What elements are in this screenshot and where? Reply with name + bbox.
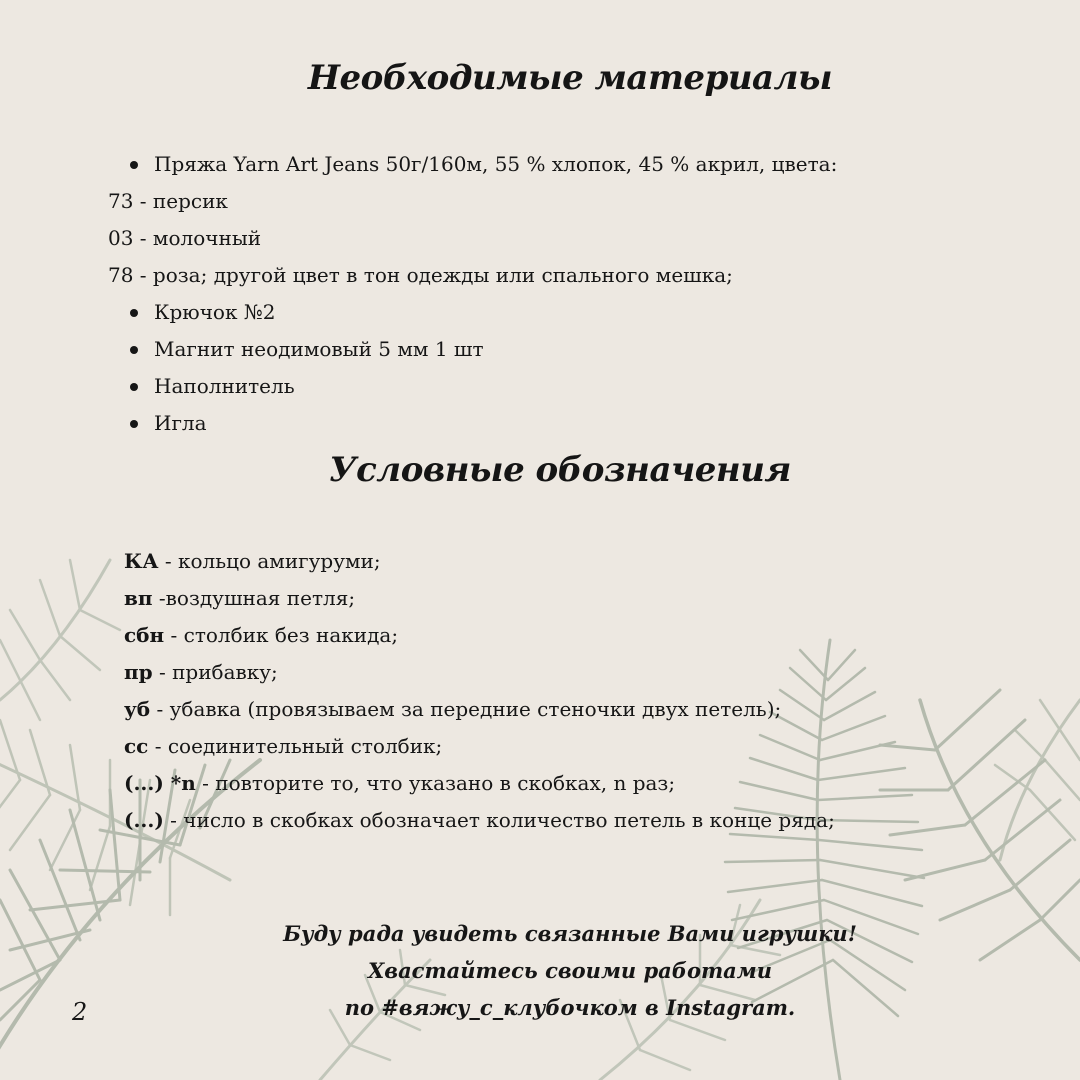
materials-title: Необходимые материалы (307, 58, 833, 98)
legend-title: Условные обозначения (329, 450, 791, 490)
legend-desc: -воздушная петля; (152, 586, 356, 610)
list-item: Крючок №2 (108, 294, 1008, 331)
legend-item (124, 654, 1024, 691)
legend-term: сс (124, 734, 149, 758)
list-item: Пряжа Yarn Art Jeans 50г/160м, 55 % хлопок, 45 % акрил, цвета: (108, 146, 1008, 183)
legend-term: уб (124, 697, 151, 721)
list-item: 03 - молочный (108, 226, 262, 250)
closing-message (240, 915, 900, 1026)
list-item: Наполнитель (108, 368, 1008, 405)
legend-item (124, 543, 1024, 580)
closing-line: Буду рада увидеть связанные Вами игрушки! (283, 921, 857, 946)
materials-list (108, 146, 1008, 442)
list-item: 78 - роза; другой цвет в тон одежды или спального мешка; (108, 263, 733, 287)
list-item: Игла (108, 405, 1008, 442)
legend-desc: - столбик без накида; (164, 623, 399, 647)
legend-item (124, 580, 1024, 617)
legend-desc: - кольцо амигуруми; (158, 549, 381, 573)
legend-item (124, 617, 1024, 654)
legend-desc: - убавка (провязываем за передние стеночки двух петель); (150, 697, 782, 721)
legend-item (124, 765, 1024, 802)
list-item: Магнит неодимовый 5 мм 1 шт (108, 331, 1008, 368)
legend-term: КА (124, 549, 159, 573)
legend-item (124, 691, 1024, 728)
legend-term: вп (124, 586, 153, 610)
legend-term: пр (124, 660, 153, 684)
legend-item (124, 728, 1024, 765)
legend-desc: - число в скобках обозначает количество петель в конце ряда; (163, 808, 835, 832)
closing-line: Хвастайтесь своими работами (367, 958, 773, 983)
legend-desc: - прибавку; (152, 660, 278, 684)
closing-line: по #вяжу_с_клубочком в Instagram. (344, 995, 796, 1020)
legend-desc: - соединительный столбик; (148, 734, 443, 758)
legend-term: (...) (124, 808, 164, 832)
list-item: 73 - персик (108, 189, 228, 213)
page-number: 2 (72, 998, 88, 1026)
legend-list (124, 543, 1024, 839)
legend-desc: - повторите то, что указано в скобках, n раз; (195, 771, 676, 795)
legend-term: сбн (124, 623, 165, 647)
legend-term: (...) *n (124, 771, 196, 795)
legend-item (124, 802, 1024, 839)
